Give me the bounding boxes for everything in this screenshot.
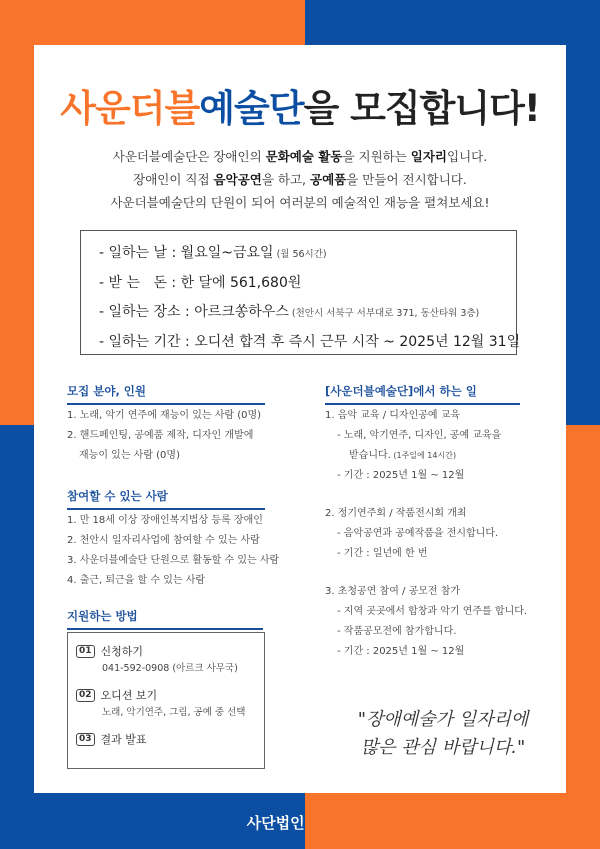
title-part2: 예술단 xyxy=(199,87,304,130)
work-item-c2: - 지역 곳곳에서 합창과 악기 연주를 합니다. xyxy=(337,606,528,617)
recruit-item-1: 1. 노래, 악기 연주에 재능이 있는 사람 (0명) xyxy=(67,410,262,421)
job-info-box xyxy=(80,230,521,355)
apply-title: 지원하는 방법 xyxy=(67,608,263,630)
info-period: - 일하는 기간 : 오디션 합격 후 즉시 근무 시작 ~ 2025년 12월 31일 xyxy=(99,334,521,350)
intro-line1 xyxy=(0,145,600,168)
info-days-note: (월 56시간) xyxy=(273,249,327,260)
eligible-item: 1. 만 18세 이상 장애인복지법상 등록 장애인 xyxy=(67,515,263,526)
step-2-sub: 노래, 악기연주, 그림, 공예 중 선택 xyxy=(102,707,246,718)
work-item-b1: 2. 정기연주회 / 작품전시회 개최 xyxy=(325,508,467,519)
work-title: [사운더블예술단]에서 하는 일 xyxy=(325,383,520,405)
quote-line1: "장애예술가 일자리에 xyxy=(357,709,529,730)
step-1-label: 신청하기 xyxy=(100,645,144,658)
apply-step-3 xyxy=(76,730,264,748)
work-item-a4: - 기간 : 2025년 1월 ~ 12월 xyxy=(337,470,465,481)
recruit-item-2b: 재능이 있는 사람 (0명) xyxy=(79,450,180,461)
eligible-item: 4. 출근, 퇴근을 할 수 있는 사람 xyxy=(67,575,206,586)
info-place-text: - 일하는 장소 : 아르크쏭하우스 xyxy=(99,304,289,320)
eligible-list xyxy=(67,511,287,591)
closing-quote xyxy=(318,706,568,762)
info-place xyxy=(99,298,516,328)
info-days xyxy=(99,239,516,269)
intro-l1e: 입니다. xyxy=(447,149,488,164)
step-1-sub: 041-592-0908 (아르크 사무국) xyxy=(102,663,238,674)
title-part1: 사운더블 xyxy=(60,87,200,130)
eligible-item: 3. 사운더블예술단 단원으로 활동할 수 있는 사람 xyxy=(67,555,280,566)
step-3-label: 결과 발표 xyxy=(100,733,147,746)
intro-text xyxy=(0,145,600,214)
apply-step-1 xyxy=(76,642,264,660)
work-a3-text: 받습니다. xyxy=(349,450,391,461)
intro-line3: 사운더블예술단의 단원이 되어 여러분의 예술적인 재능을 펼쳐보세요! xyxy=(110,195,490,210)
work-item-c3: - 작품공모전에 참가합니다. xyxy=(337,626,457,637)
intro-l2d: 공예품 xyxy=(310,172,347,187)
intro-l2e: 을 만들어 전시합니다. xyxy=(346,172,467,187)
step-1-num-icon: 01 xyxy=(76,645,95,658)
info-place-note: (천안시 서북구 서부대로 371, 동산타워 3층) xyxy=(288,308,480,319)
intro-l2b: 음악공연 xyxy=(213,172,262,187)
work-item-a2: - 노래, 악기연주, 디자인, 공예 교육을 xyxy=(337,430,502,441)
quote-line2: 많은 관심 바랍니다." xyxy=(360,737,526,758)
work-item-a1: 1. 음악 교육 / 디자인공예 교육 xyxy=(325,410,461,421)
intro-line2 xyxy=(0,168,600,191)
step-2-label: 오디션 보기 xyxy=(100,689,158,702)
eligible-item: 2. 천안시 일자리사업에 참여할 수 있는 사람 xyxy=(67,535,260,546)
info-days-text: - 일하는 날 : 월요일~금요일 xyxy=(99,245,274,261)
intro-l1d: 일자리 xyxy=(410,149,448,164)
apply-step-2 xyxy=(76,686,264,704)
recruit-item-2: 2. 핸드페인팅, 공예품 제작, 디자인 개발에 xyxy=(67,430,254,441)
poster-title xyxy=(0,78,600,132)
work-list xyxy=(325,406,555,662)
work-item-b3: - 기간 : 일년에 한 번 xyxy=(337,548,428,559)
work-a3-note: (1주일에 14시간) xyxy=(390,451,457,460)
intro-l1a: 사운더블예술단은 장애인의 xyxy=(112,149,266,164)
step-3-num-icon: 03 xyxy=(76,733,95,746)
intro-l2c: 을 하고, xyxy=(261,172,311,187)
work-item-c1: 3. 초청공연 참여 / 공모전 참가 xyxy=(325,586,461,597)
footer-org: 아르크 xyxy=(309,814,354,832)
info-pay: - 받 는 돈 : 한 달에 561,680원 xyxy=(99,275,302,291)
title-part3: 을 모집합니다! xyxy=(303,87,540,130)
recruit-title: 모집 분야, 인원 xyxy=(67,383,265,405)
footer-org-name xyxy=(0,812,600,833)
step-2-num-icon: 02 xyxy=(76,689,95,702)
recruit-list xyxy=(67,406,277,466)
intro-l1c: 을 지원하는 xyxy=(342,149,411,164)
intro-l2a: 장애인이 직접 xyxy=(133,172,214,187)
eligible-title: 참여할 수 있는 사람 xyxy=(67,488,265,510)
work-item-a3 xyxy=(325,446,555,466)
intro-l1b: 문화예술 활동 xyxy=(265,149,343,164)
apply-steps-box xyxy=(67,632,265,769)
work-item-b2: - 음악공연과 공예작품을 전시합니다. xyxy=(337,528,499,539)
footer-prefix: 사단법인 xyxy=(246,814,310,832)
work-item-c4: - 기간 : 2025년 1월 ~ 12월 xyxy=(337,646,465,657)
